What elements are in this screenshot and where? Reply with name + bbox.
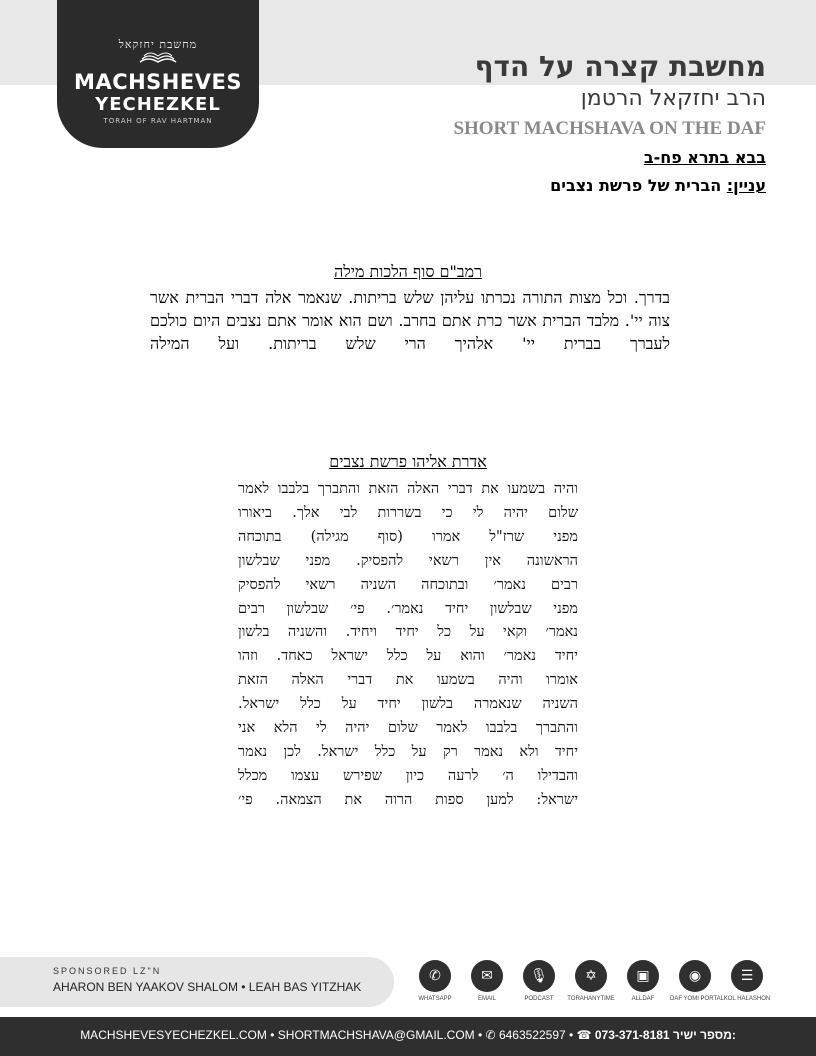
alldaf-label: ALLDAF	[631, 996, 655, 1002]
email-label: EMAIL	[477, 996, 496, 1002]
email-icon[interactable]: ✉	[471, 960, 503, 992]
alldaf-link[interactable]	[618, 960, 668, 1002]
logo	[57, 0, 259, 148]
source-2-line: שלום יהיה לי כי בשררות לבי אלך. ביאורו	[238, 504, 578, 521]
topic-text: הברית של פרשת נצבים	[550, 176, 722, 195]
torahanytime-label: TORAHANYTIME	[567, 996, 615, 1002]
source-2-line: יחיד נאמר׳ והוא על כלל ישראל כאחד. וזהו	[238, 648, 578, 665]
dafyomi-portal-icon[interactable]: ◉	[679, 960, 711, 992]
kolhalashon-icon[interactable]: ☰	[731, 960, 763, 992]
source-2-line: והתברך בלבבו לאמר שלום יהיה לי הלא אני	[238, 720, 578, 737]
source-2-line: מפני שרז"ל אמרו (סוף מגילה) בתוכחה	[238, 528, 578, 545]
podcast-link[interactable]	[514, 960, 564, 1002]
footer-contact	[0, 1028, 816, 1042]
torahanytime-link[interactable]	[566, 960, 616, 1002]
social-icons	[410, 960, 780, 1005]
dafyomi-portal-link[interactable]	[670, 960, 725, 1002]
source-2-line: השניה שנאמרה בלשון יחיד על כלל ישראל.	[238, 696, 578, 713]
source-2-line: יחיד ולא נאמר רק על כלל ישראל. לכן נאמר	[238, 743, 578, 760]
kolhalashon-link[interactable]	[722, 960, 772, 1002]
topic-label: עניין:	[726, 176, 766, 195]
direct-label: מספר ישיר:	[672, 1028, 736, 1042]
phone-icon: ☎	[576, 1028, 595, 1042]
sponsor-label: SPONSORED LZ"N	[53, 966, 162, 976]
topic-line	[550, 176, 766, 195]
source-2-text	[238, 478, 578, 813]
logo-hebrew: מחשבת יחזקאל	[118, 38, 198, 51]
dafyomi-portal-label: DAF YOMI PORTAL	[670, 996, 725, 1002]
whatsapp-link[interactable]	[410, 960, 460, 1002]
author-name: הרב יחזקאל הרטמן	[580, 86, 766, 111]
email-link-text[interactable]: SHORTMACHSHAVA@GMAIL.COM	[277, 1028, 475, 1042]
email-link[interactable]	[462, 960, 512, 1002]
source-2-line: אומרו והיה בשמעו את דברי האלה הזאת	[238, 672, 578, 689]
source-2-line: הראשונה אין רשאי להפסיק. מפני שבלשון	[238, 552, 578, 569]
podcast-icon[interactable]: 🎙	[523, 960, 555, 992]
source-1-title: רמב"ם סוף הלכות מילה	[334, 262, 482, 281]
english-title: SHORT MACHSHAVA ON THE DAF	[453, 118, 766, 139]
podcast-label: PODCAST	[524, 996, 554, 1002]
open-book-icon	[138, 50, 178, 64]
source-2-line: והיה בשמעו את דברי האלה הזאת והתברך בלבבו לאמר	[238, 481, 578, 497]
page-title: מחשבת קצרה על הדף	[474, 50, 766, 83]
logo-line-2: YECHEZKEL	[95, 94, 221, 115]
website-link[interactable]: MACHSHEVESYECHEZKEL.COM	[80, 1028, 267, 1042]
separator: •	[478, 1028, 486, 1042]
source-2-title: אדרת אליהו פרשת נצבים	[329, 452, 487, 471]
source-2-line: והבדילו ה׳ לרעה כיון שפירש עצמו מכלל	[238, 767, 578, 784]
footer-bar	[0, 1017, 816, 1056]
source-2-line: מפני שבלשון יחיד נאמר׳. פי׳ שבלשון רבים	[238, 600, 578, 617]
separator: •	[270, 1028, 278, 1042]
alldaf-icon[interactable]: ▣	[627, 960, 659, 992]
separator: •	[569, 1028, 577, 1042]
whatsapp-small-icon: ✆	[485, 1028, 499, 1042]
whatsapp-number[interactable]: 6463522597	[498, 1028, 566, 1042]
daf-reference: בבא בתרא פח-ב	[643, 148, 766, 167]
logo-tagline: TORAH OF RAV HARTMAN	[103, 117, 213, 125]
logo-line-1: MACHSHEVES	[74, 70, 242, 94]
torahanytime-icon[interactable]: ✡	[575, 960, 607, 992]
kolhalashon-label: KOL HALASHON	[723, 996, 771, 1002]
source-1-text: בדרך. וכל מצות התורה נכרתו עליהן שלש בריתות. שנאמר אלה דברי הברית אשר צוה יי'. מלבד הברית אשר כרת אתם בחרב. ושם הוא אומר אתם נצבים היום כולכם לעברך בברית יי' אלהיך הרי שלש בריתות. ועל המילה	[150, 288, 670, 353]
whatsapp-icon[interactable]: ✆	[419, 960, 451, 992]
sponsor-names: AHARON BEN YAAKOV SHALOM • LEAH BAS YITZHAK	[53, 980, 362, 994]
source-2-line: נאמר׳ וקאי על כל יחיד ויחיד. והשניה בלשון	[238, 624, 578, 641]
whatsapp-label: WHATSAPP	[418, 996, 452, 1002]
source-2-line: ישראל: למען ספות הרוה את הצמאה. פי׳	[238, 791, 578, 808]
direct-number[interactable]: 073-371-8181	[594, 1028, 670, 1042]
source-2-line: רבים נאמר׳ ובתוכחה השניה רשאי להפסיק	[238, 576, 578, 593]
